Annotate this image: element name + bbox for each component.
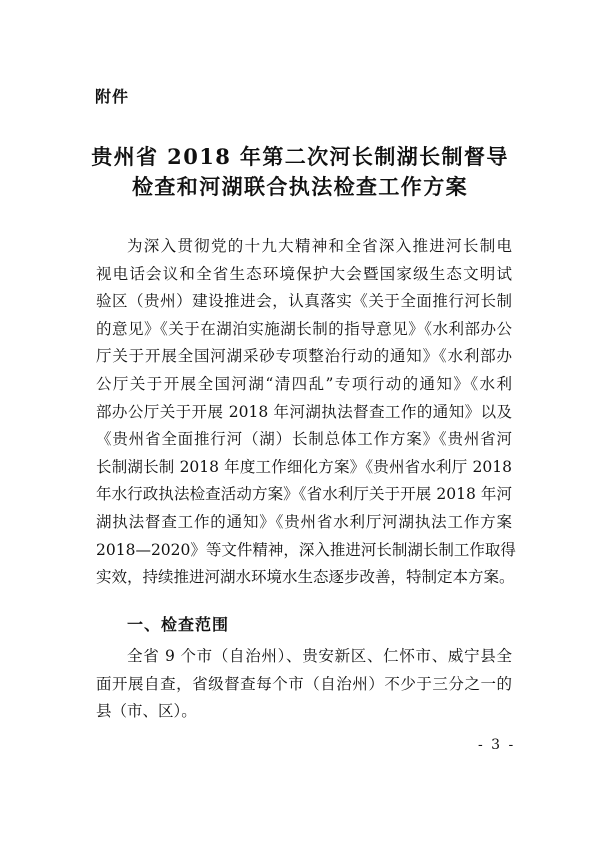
text-line: 实效，持续推进河湖水环境水生态逐步改善，特制定本方案。 bbox=[96, 568, 515, 587]
text-line: 年水行政执法检查活动方案》《省水利厅关于开展 2018 年河 bbox=[96, 485, 512, 504]
intro-paragraph bbox=[96, 233, 516, 592]
text-line: 长制湖长制 2018 年度工作细化方案》《贵州省水利厅 2018 bbox=[96, 457, 512, 476]
page-number: - 3 - bbox=[478, 737, 516, 753]
text-line: 全省 9 个市（自治州）、贵安新区、仁怀市、威宁县全 bbox=[127, 647, 512, 665]
text-line: 的意见》《关于在湖泊实施湖长制的指导意见》《水利部办公 bbox=[96, 319, 512, 338]
document-title-line-1: 贵州省 2018 年第二次河长制湖长制督导 bbox=[91, 144, 509, 169]
text-line: 部办公厅关于开展 2018 年河湖执法督查工作的通知》以及 bbox=[96, 402, 512, 421]
text-line: 为深入贯彻党的十九大精神和全省深入推进河长制电 bbox=[127, 237, 512, 255]
text-line: 验区（贵州）建设推进会，认真落实《关于全面推行河长制 bbox=[96, 292, 512, 311]
scope-paragraph bbox=[96, 643, 512, 726]
section-heading-inspection-scope: 一、检查范围 bbox=[127, 615, 230, 634]
text-line: 面开展自查，省级督查每个市（自治州）不少于三分之一的 bbox=[96, 674, 512, 693]
attachment-label: 附件 bbox=[95, 87, 130, 106]
text-line: 2018—2020》等文件精神，深入推进河长制湖长制工作取得 bbox=[96, 540, 516, 559]
text-line: 《贵州省全面推行河（湖）长制总体工作方案》《贵州省河 bbox=[96, 430, 512, 449]
text-line: 公厅关于开展全国河湖“清四乱”专项行动的通知》《水利 bbox=[96, 374, 512, 393]
text-line: 厅关于开展全国河湖采砂专项整治行动的通知》《水利部办 bbox=[96, 347, 512, 366]
text-line: 县（市、区）。 bbox=[96, 702, 197, 721]
text-line: 湖执法督查工作的通知》《贵州省水利厅河湖执法工作方案 bbox=[96, 512, 512, 531]
text-line: 视电话会议和全省生态环境保护大会暨国家级生态文明试 bbox=[96, 264, 512, 283]
document-title-line-2: 检查和河湖联合执法检查工作方案 bbox=[132, 174, 468, 199]
